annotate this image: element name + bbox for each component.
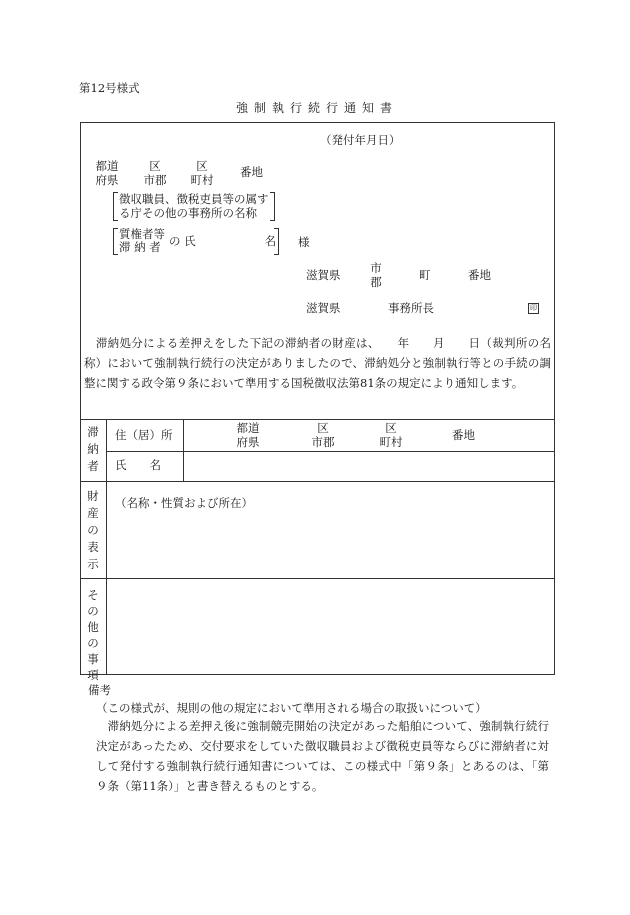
sender-shi-bottom: 郡 bbox=[370, 275, 382, 290]
address-name-divider bbox=[106, 451, 555, 452]
document-title: 強制執行続行通知書 bbox=[236, 101, 399, 115]
delinquent-property-divider bbox=[80, 481, 555, 482]
property-note: （名称・性質および所在） bbox=[115, 496, 253, 510]
remarks-text: 滞納処分による差押え後に強制競売開始の決定があった船舶について、強制執行続行決定があったため、交付要求をしていた徴収職員および徴税吏員等ならびに滞納者に対して発付する強制執行続行通知書については、この様式中「第９条」とあるのは、「第９条（第11条）」と書き替えるものとする。 bbox=[96, 719, 549, 793]
recipient-ku-bottom: 市郡 bbox=[143, 173, 167, 188]
person-bracket-right bbox=[274, 228, 279, 255]
person-line-2: 滞 納 者 bbox=[119, 240, 161, 254]
table-ku2-bottom: 町村 bbox=[379, 435, 403, 450]
sender-prefecture: 滋賀県 bbox=[306, 268, 341, 282]
recipient-ku2-bottom: 町村 bbox=[190, 173, 214, 188]
recipient-city bbox=[140, 159, 170, 188]
person-bracket-left bbox=[113, 228, 118, 255]
recipient-banchi: 番地 bbox=[240, 165, 263, 179]
recipient-ku2-top: 区 bbox=[196, 159, 208, 173]
table-ku-bottom: 市郡 bbox=[311, 435, 335, 450]
recipient-pref-bottom: 府県 bbox=[95, 173, 119, 188]
recipient-pref-top: 都道 bbox=[95, 159, 119, 173]
form-number: 第12号様式 bbox=[79, 81, 140, 95]
table-city bbox=[308, 421, 338, 450]
issue-date-label: （発付年月日） bbox=[320, 133, 401, 147]
office-bracket-left bbox=[113, 192, 118, 221]
sender-shi-top: 市 bbox=[370, 261, 382, 275]
sender-town: 町 bbox=[419, 268, 431, 282]
honorific-sama: 様 bbox=[298, 235, 310, 249]
table-pref-top: 都道 bbox=[236, 421, 260, 435]
person-line-1: 質権者等 bbox=[119, 227, 165, 241]
person-name-label: の 氏 名 bbox=[169, 234, 277, 248]
notice-body: 滞納処分による差押えをした下記の滞納者の財産は、 年 月 日（裁判所の名称）において強制執行続行の決定がありましたので、滞納処分と強制執行等との手続の調整に関する政令第９条において準用する国税徴収法第81条の規定により通知します。 bbox=[84, 336, 551, 390]
remarks-subheading: （この様式が、規則の他の規定において準用される場合の取扱いについて） bbox=[96, 701, 487, 715]
table-prefecture bbox=[233, 421, 263, 450]
office-line-1: 徴収職員、徴税吏員等の属す bbox=[119, 192, 269, 206]
table-pref-bottom: 府県 bbox=[236, 435, 260, 450]
other-label: その他の事項 bbox=[87, 588, 99, 682]
property-other-divider bbox=[80, 578, 555, 579]
table-ku-top: 区 bbox=[317, 421, 329, 435]
field-label-divider bbox=[183, 419, 184, 481]
table-ku2-top: 区 bbox=[385, 421, 397, 435]
label-column-divider bbox=[106, 419, 107, 675]
table-top-rule bbox=[80, 419, 555, 420]
sender-office-head: 事務所長 bbox=[388, 301, 434, 315]
seal-stamp: 印 bbox=[530, 304, 537, 312]
sender-prefecture-2: 滋賀県 bbox=[306, 301, 341, 315]
table-town bbox=[376, 421, 406, 450]
delinquent-label: 滞納者 bbox=[87, 425, 99, 473]
recipient-prefecture bbox=[92, 159, 122, 188]
table-banchi: 番地 bbox=[452, 428, 475, 442]
name-label: 氏 名 bbox=[115, 458, 161, 472]
address-label: 住（居）所 bbox=[115, 428, 173, 442]
sender-city bbox=[366, 261, 386, 290]
remarks-heading: 備考 bbox=[88, 683, 111, 697]
office-bracket-right bbox=[270, 192, 275, 221]
recipient-town bbox=[187, 159, 217, 188]
property-label: 財産の表示 bbox=[87, 489, 99, 571]
recipient-ku-top: 区 bbox=[149, 159, 161, 173]
sender-banchi: 番地 bbox=[468, 268, 491, 282]
office-line-2: る庁その他の事務所の名称 bbox=[119, 206, 257, 220]
